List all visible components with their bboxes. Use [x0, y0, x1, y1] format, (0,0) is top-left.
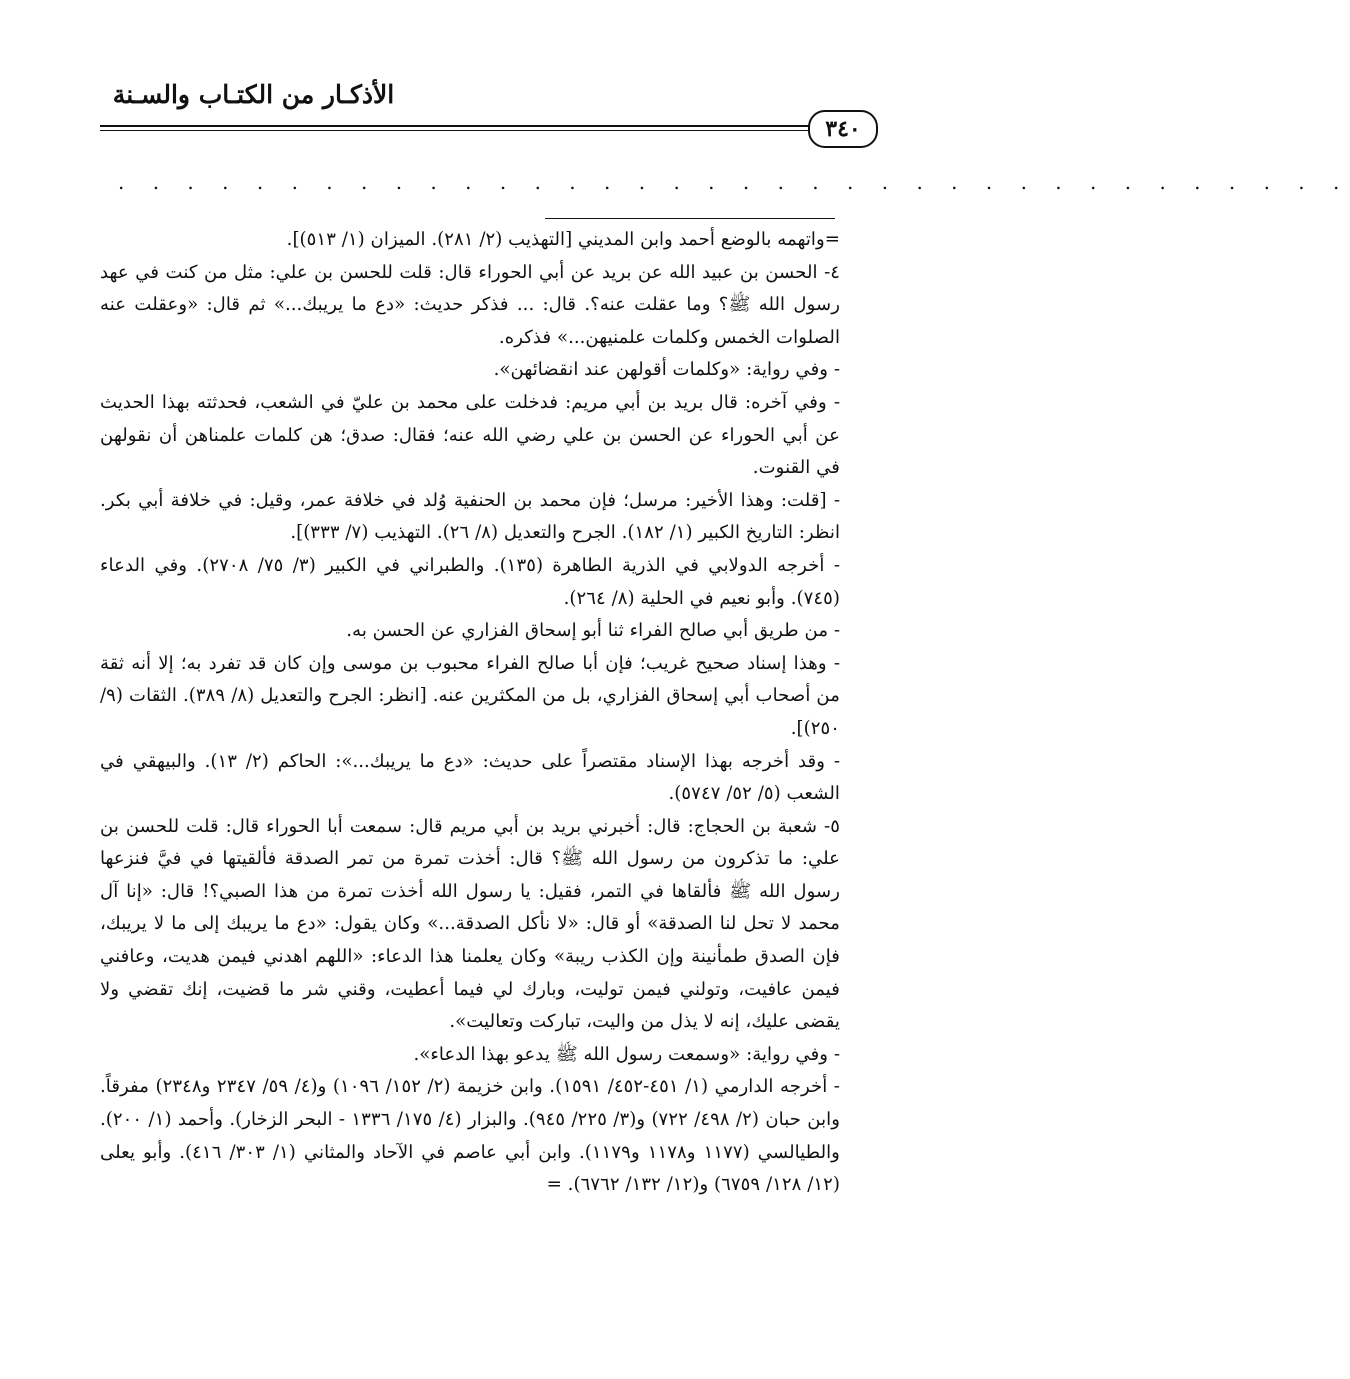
paragraph: - من طريق أبي صالح الفراء ثنا أبو إسحاق الفزاري عن الحسن به. [346, 620, 840, 642]
separator-dots: . . . . . . . . . . . . . . . . . . . . . . . . . . . . . . . . . . . . [118, 170, 1350, 194]
paragraph: - [قلت: وهذا الأخير: مرسل؛ فإن محمد بن الحنفية وُلد في خلافة عمر، وقيل: في خلافة أبي بكر. انظر: التاريخ الكبير (١/ ١٨٢). الجرح والتعديل (٨/ ٢٦). التهذيب (٧/ ٣٣٣)]. [100, 489, 840, 544]
paragraph: ٥- شعبة بن الحجاج: قال: أخبرني بريد بن أبي مريم قال: سمعت أبا الحوراء قال: قلت للحسن بن علي: ما تذكرون من رسول الله ﷺ؟ قال: أخذت تمرة من تمر الصدقة فألقيتها في فيَّ فنزعها رسول الله ﷺ فألقاها في التمر، فقيل: يا رسول الله أخذت تمرة من هذا الصبي؟! قال: «إنا آل محمد لا تحل لنا الصدقة» أو قال: «لا نأكل الصدقة...» وكان يقول: «دع ما يريبك إلى ما لا يريبك، فإن الصدق طمأنينة وإن الكذب ريبة» وكان يعلمنا هذا الدعاء: «اللهم اهدني فيمن هديت، وعافني فيمن عافيت، وتولني فيمن توليت، وبارك لي فيما أعطيت، وقني شر ما قضيت، إنك تقضي ولا يقضى عليك، إنه لا يذل من واليت، تباركت وتعاليت». [100, 815, 840, 1033]
footnote-rule [545, 218, 835, 219]
paragraph: - وفي رواية: «وكلمات أقولهن عند انقضائهن». [493, 359, 840, 381]
paragraph: - أخرجه الدولابي في الذرية الطاهرة (١٣٥). والطبراني في الكبير (٣/ ٧٥/ ٢٧٠٨). وفي الدعاء (٧٤٥). وأبو نعيم في الحلية (٨/ ٢٦٤). [100, 554, 840, 609]
running-header-title: الأذكـار من الكتـاب والسـنة [112, 80, 395, 109]
header-rule [100, 125, 830, 127]
paragraph: - وقد أخرجه بهذا الإسناد مقتصراً على حديث: «دع ما يريبك...»: الحاكم (٢/ ١٣). والبيهقي في الشعب (٥/ ٥٢/ ٥٧٤٧). [100, 750, 840, 805]
paragraph: - وهذا إسناد صحيح غريب؛ فإن أبا صالح الفراء محبوب بن موسى وإن كان قد تفرد به؛ إلا أنه ثقة من أصحاب أبي إسحاق الفزاري، بل من المكثرين عنه. [انظر: الجرح والتعديل (٨/ ٣٨٩). الثقات (٩/ ٢٥٠)]. [100, 652, 840, 739]
footnote-body [100, 224, 840, 1202]
paragraph: ٤- الحسن بن عبيد الله عن بريد عن أبي الحوراء قال: قلت للحسن بن علي: مثل من كنت في عهد رسول الله ﷺ؟ وما عقلت عنه؟. قال: ... فذكر حديث: «دع ما يريبك...» ثم قال: «وعقلت عنه الصلوات الخمس وكلمات علمنيهن...» فذكره. [100, 261, 840, 348]
header-rule-thin [100, 130, 830, 131]
paragraph: =واتهمه بالوضع أحمد وابن المديني [التهذيب (٢/ ٢٨١). الميزان (١/ ٥١٣)]. [286, 229, 840, 250]
paragraph: - وفي رواية: «وسمعت رسول الله ﷺ يدعو بهذا الدعاء». [413, 1043, 840, 1065]
paragraph: - وفي آخره: قال بريد بن أبي مريم: فدخلت على محمد بن عليّ في الشعب، فحدثته بهذا الحديث عن أبي الحوراء عن الحسن بن علي رضي الله عنه؛ فقال: صدق؛ هن كلمات علمناهن أن نقولهن في القنوت. [100, 391, 840, 479]
paragraph: - أخرجه الدارمي (١/ ٤٥١-٤٥٢/ ١٥٩١). وابن خزيمة (٢/ ١٥٢/ ١٠٩٦) و(٤/ ٥٩/ ٢٣٤٧ و٢٣٤٨) مفرقاً. وابن حبان (٢/ ٤٩٨/ ٧٢٢) و(٣/ ٢٢٥/ ٩٤٥). والبزار (٤/ ١٧٥/ ١٣٣٦ - البحر الزخار). وأحمد (١/ ٢٠٠). والطيالسي (١١٧٧ و١١٧٨ و١١٧٩). وابن أبي عاصم في الآحاد والمثاني (١/ ٣٠٣/ ٤١٦). وأبو يعلى (١٢/ ١٢٨/ ٦٧٥٩) و(١٢/ ١٣٢/ ٦٧٦٢). = [100, 1076, 841, 1196]
page-number: ٣٤٠ [808, 110, 878, 148]
